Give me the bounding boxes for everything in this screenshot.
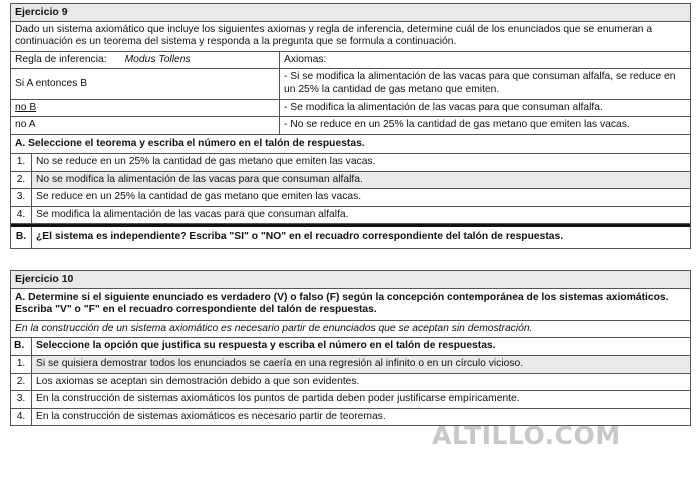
option-number: 1.: [11, 154, 32, 171]
rule-cell: [11, 52, 280, 69]
option-row[interactable]: [11, 374, 690, 392]
rule-premise: Si A entonces B: [11, 69, 280, 98]
exercise-10: [10, 270, 691, 426]
question-b-number: B.: [11, 338, 32, 355]
rule-row: [11, 117, 690, 135]
option-text: Se reduce en un 25% la cantidad de gas metano que emiten las vacas.: [36, 191, 362, 203]
option-text: En la construcción de sistemas axiomáticos es necesario partir de teoremas.: [36, 410, 386, 422]
question-b: [11, 338, 690, 356]
option-text: En la construcción de sistemas axiomáticos los puntos de partida deben poder justificarse empíricamente.: [36, 393, 520, 405]
question-b-text: ¿El sistema es independiente? Escriba "SI" o "NO" en el recuadro correspondiente del talón de respuestas.: [36, 231, 564, 243]
option-number: 4.: [11, 409, 32, 426]
exercise-9: [10, 3, 691, 249]
option-number: 2.: [11, 172, 32, 189]
axioms-label: Axiomas:: [284, 53, 327, 65]
option-row[interactable]: [11, 391, 690, 409]
option-number: 1.: [11, 356, 32, 373]
question-b-text: Seleccione la opción que justifica su respuesta y escriba el número en el talón de respuestas.: [36, 340, 496, 352]
watermark: ALTILLO.COM: [432, 421, 621, 450]
rules-header-row: [11, 52, 690, 70]
option-number: 2.: [11, 374, 32, 391]
rule-premise: no B: [11, 100, 280, 117]
option-text: No se modifica la alimentación de las vacas para que consuman alfalfa.: [32, 172, 690, 189]
option-number: 4.: [11, 207, 32, 224]
rule-label: Regla de inferencia:: [15, 53, 107, 65]
option-row[interactable]: [11, 207, 690, 225]
option-row[interactable]: [11, 189, 690, 207]
exercise-9-title: Ejercicio 9: [11, 4, 690, 22]
option-text: Si se quisiera demostrar todos los enunciados se caería en una regresión al infinito o en un círculo vicioso.: [32, 356, 690, 373]
option-number: 3.: [11, 391, 32, 408]
option-number: 3.: [11, 189, 32, 206]
option-text: Se modifica la alimentación de las vacas para que consuman alfalfa.: [36, 208, 349, 220]
option-row[interactable]: [11, 154, 690, 172]
question-b-number: B.: [11, 227, 32, 248]
option-row[interactable]: [11, 356, 690, 374]
rule-name: Modus Tollens: [124, 53, 191, 65]
option-text: No se reduce en un 25% la cantidad de gas metano que emiten las vacas.: [36, 156, 376, 168]
axiom-text: - Si se modifica la alimentación de las vacas para que consuman alfalfa, se reduce en un 25% la cantidad de gas metano que emiten.: [284, 71, 676, 95]
axiom-text: - No se reduce en un 25% la cantidad de gas metano que emiten las vacas.: [284, 119, 630, 131]
question-a: A. Seleccione el teorema y escriba el número en el talón de respuestas.: [11, 135, 690, 155]
axiom-text: - Se modifica la alimentación de las vacas para que consuman alfalfa.: [284, 101, 603, 113]
rule-conclusion: no A: [11, 117, 280, 134]
option-row[interactable]: [11, 172, 690, 190]
question-b: [11, 224, 690, 248]
option-text: Los axiomas se aceptan sin demostración debido a que son evidentes.: [36, 375, 360, 387]
rule-row: [11, 69, 690, 99]
question-a: A. Determine si el siguiente enunciado es verdadero (V) o falso (F) según la concepción contemporánea de los sistemas axiomáticos. Escriba "V" o "F" en el recuadro correspondiente del talón de respuestas.: [11, 289, 690, 321]
exercise-9-intro: Dado un sistema axiomático que incluye los siguientes axiomas y regla de inferencia, determine cuál de los enunciados que se enumeran a continuación es un teorema del sistema y responda a la pregunta que se formula a continuación.: [11, 22, 690, 52]
statement: En la construcción de un sistema axiomático es necesario partir de enunciados que se aceptan sin demostración.: [11, 321, 690, 339]
exercise-10-title: Ejercicio 10: [11, 271, 690, 289]
rule-row: [11, 100, 690, 118]
